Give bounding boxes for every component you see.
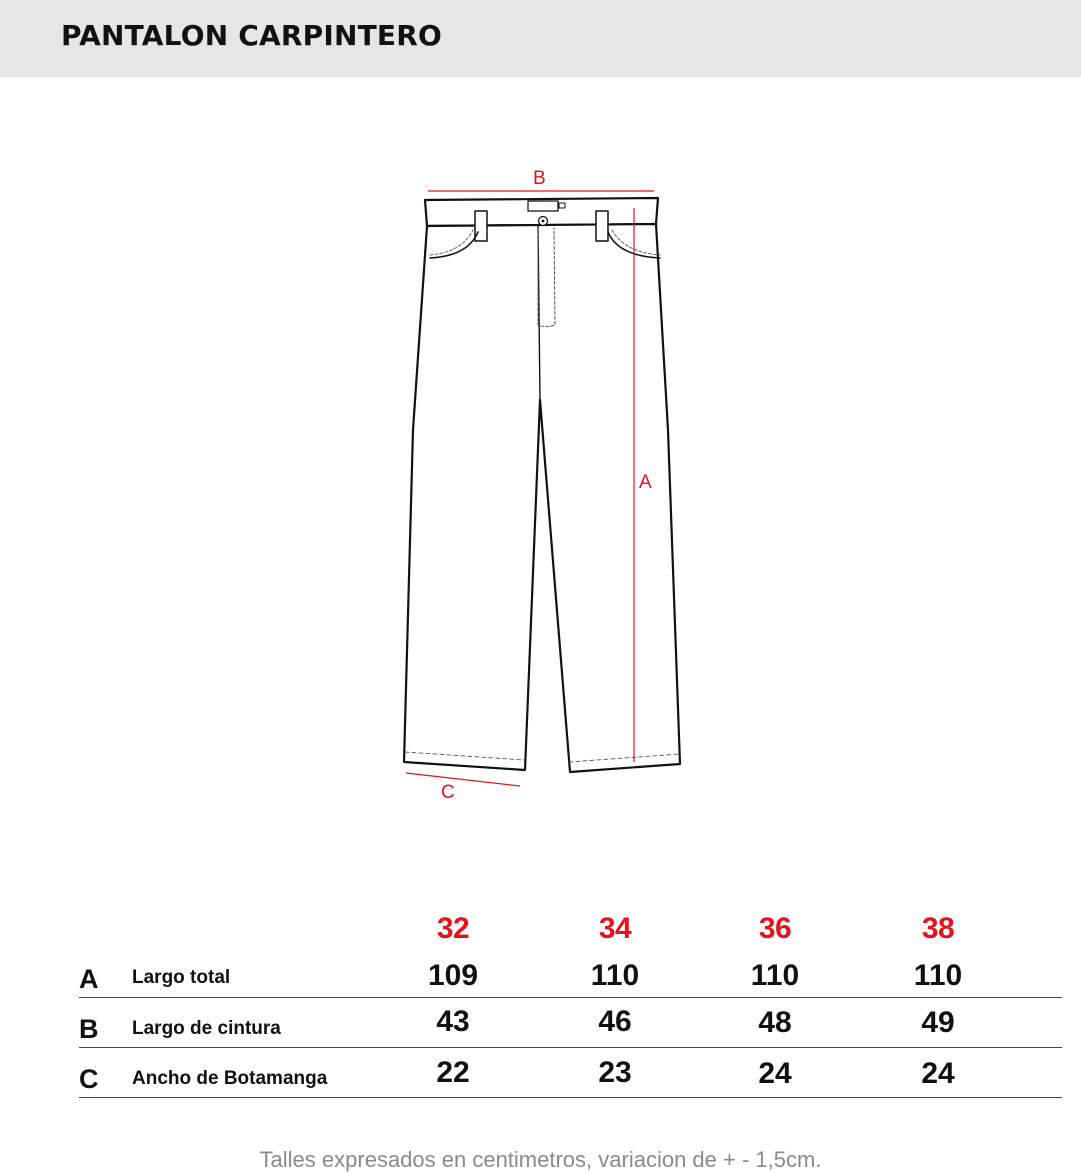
table-row [79,997,1062,1048]
footnote: Talles expresados en centimetros, variacion de + - 1,5cm. [259,1147,822,1172]
size-header-32: 32 [436,912,470,945]
measure-line-c [406,773,520,786]
table-cell: 110 [913,959,963,992]
table-cell: 110 [750,959,800,992]
size-header-38: 38 [921,912,955,945]
table-cell: 43 [436,1005,470,1038]
row-label: Largo total [132,967,231,988]
table-cell: 24 [921,1057,955,1090]
size-header-36: 36 [758,912,792,945]
measure-label-b: B [533,168,546,189]
row-label: Largo de cintura [132,1018,281,1039]
row-letter: B [79,1014,99,1044]
table-cell: 23 [598,1056,632,1089]
size-header-34: 34 [598,912,632,945]
table-row [79,1047,1062,1098]
table-cell: 110 [590,959,640,992]
row-letter: C [79,1064,99,1094]
table-cell: 109 [427,959,479,992]
measure-label-c: C [441,782,455,803]
row-letter: A [79,964,99,994]
table-cell: 49 [921,1006,955,1039]
table-cell: 46 [598,1005,632,1038]
table-cell: 48 [758,1006,792,1039]
page-title: PANTALON CARPINTERO [61,19,443,52]
table-cell: 22 [436,1056,470,1089]
table-row [79,958,1062,998]
measure-label-a: A [639,472,652,493]
row-label: Ancho de Botamanga [132,1068,328,1089]
table-cell: 24 [758,1057,792,1090]
